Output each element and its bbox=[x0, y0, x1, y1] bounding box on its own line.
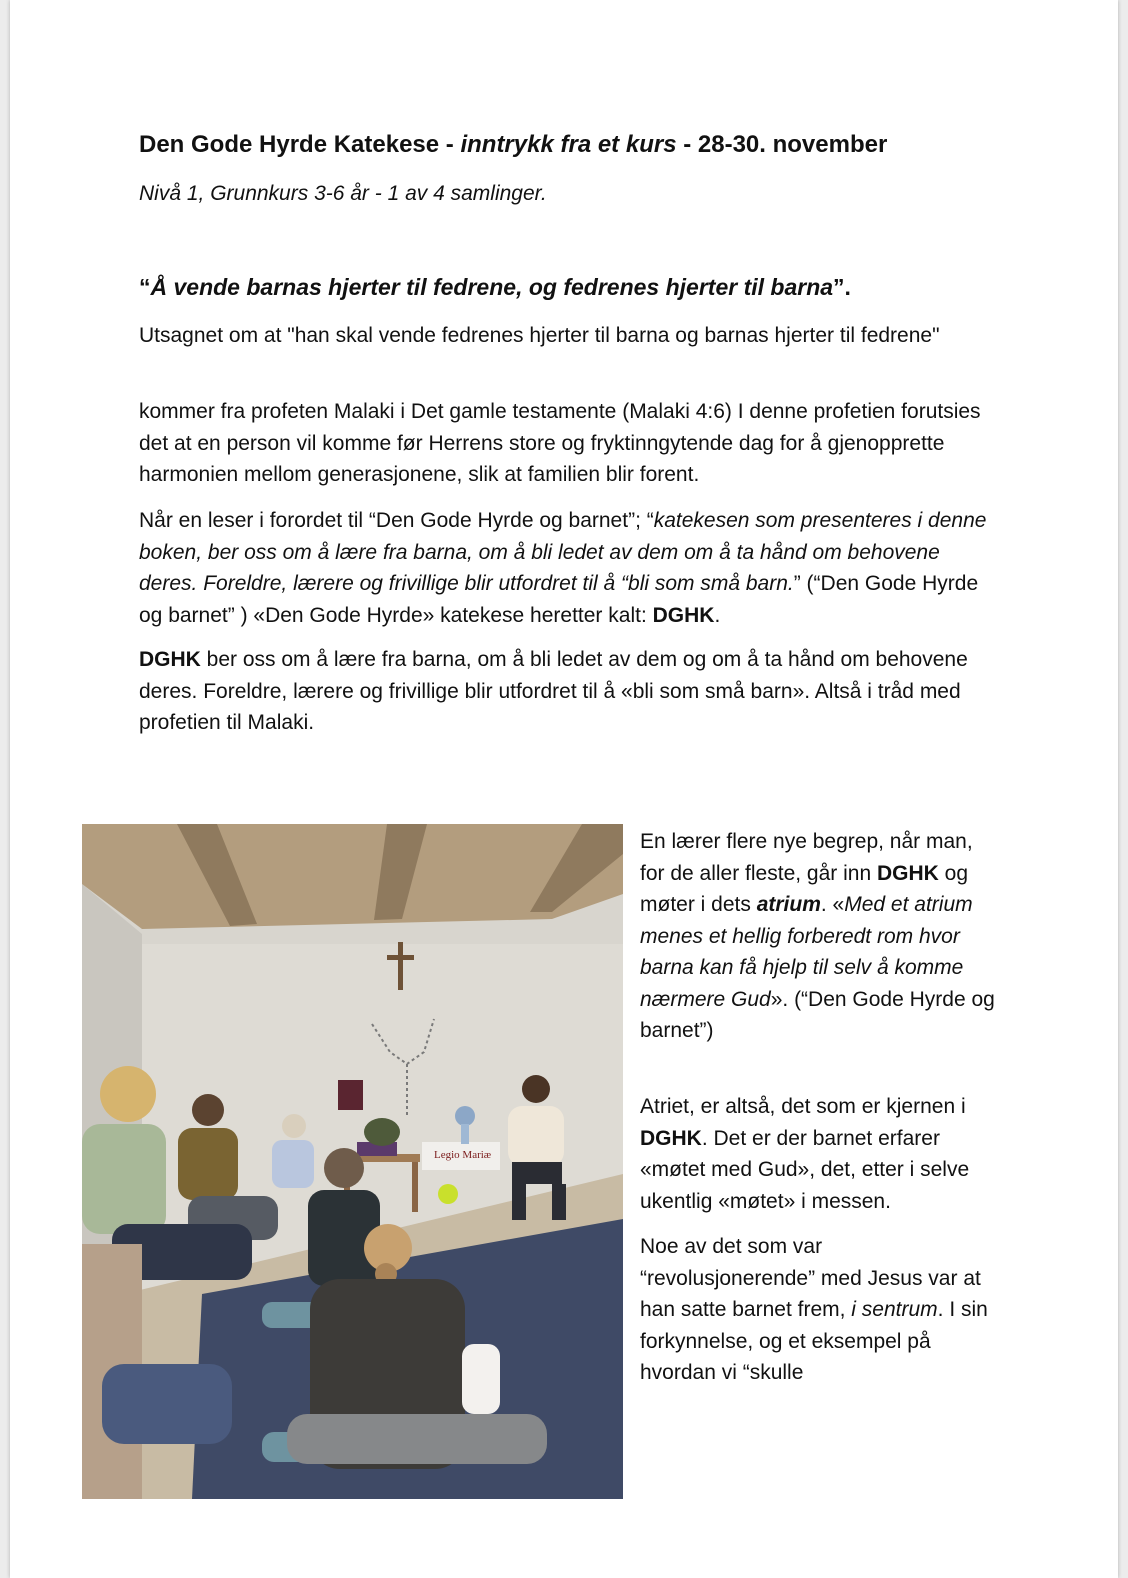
s2-abbreviation: DGHK bbox=[640, 1126, 702, 1150]
document-title bbox=[139, 128, 1039, 162]
side-paragraph-1 bbox=[640, 826, 1000, 1047]
s1-reference: ». (“Den Gode Hyrde og barnet”) bbox=[640, 987, 995, 1042]
title-part-3: - 28-30. november bbox=[676, 131, 888, 158]
side-paragraph-2 bbox=[640, 1091, 1000, 1217]
title-part-2: inntrykk fra et kurs bbox=[460, 131, 677, 158]
paragraph-4 bbox=[139, 644, 999, 739]
s2-text: . Det er der barnet erfarer «møtet med Gud», det, etter i selve ukentlig «møtet» i messen. bbox=[640, 1126, 970, 1213]
p3-end: . bbox=[714, 603, 721, 627]
document-page bbox=[10, 0, 1118, 1578]
photo-banner-text: Legio Mariæ bbox=[434, 1149, 492, 1161]
s1-atrium-term: atrium bbox=[756, 893, 821, 916]
paragraph-1: Utsagnet om at "han skal vende fedrenes hjerter til barna og barnas hjerter til fedrene" bbox=[139, 324, 940, 347]
quote-open: “ bbox=[139, 274, 151, 300]
s3-intro: Noe av det som var “revolusjonerende” med Jesus var at han satte barnet frem, bbox=[640, 1235, 981, 1321]
s1-abbreviation: DGHK bbox=[876, 861, 939, 885]
s1-text: og møter i dets bbox=[640, 861, 969, 916]
p3-citation: katekesen som presenteres i denne boken, ber oss om å lære fra barna, om å bli ledet av dem om å ta hånd om behovene deres. Foreldre, lærere og frivillige blir utfordret til å “bli som små barn. bbox=[139, 509, 987, 595]
p4-text: ber oss om å lære fra barna, om å bli ledet av dem og om å ta hånd om behovene deres. Foreldre, lærere og frivillige blir utfordret til å «bli som små barn». Altså i tråd med profetien til Malaki. bbox=[139, 648, 968, 734]
quote-close: ”. bbox=[833, 274, 851, 300]
quote-heading bbox=[139, 270, 1059, 304]
document-subtitle: Nivå 1, Grunnkurs 3-6 år - 1 av 4 samlinger. bbox=[139, 182, 547, 205]
atrium-photo bbox=[82, 824, 623, 1499]
title-part-1: Den Gode Hyrde Katekese - bbox=[139, 131, 461, 158]
s1-citation: Med et atrium menes et hellig forberedt rom hvor barna kan få hjelp til selv å komme nærmere Gud bbox=[640, 893, 973, 1011]
s1-intro: En lærer flere nye begrep, når man, for de aller fleste, går inn bbox=[640, 830, 973, 885]
paragraph-2: kommer fra profeten Malaki i Det gamle testamente (Malaki 4:6) I denne profetien forutsies det at en person vil komme før Herrens store og fryktinngytende dag for å gjenopprette harmonien mellom generasjonene, slik at familien blir forent. bbox=[139, 400, 981, 486]
p4-abbreviation: DGHK bbox=[139, 648, 201, 671]
side-paragraph-3 bbox=[640, 1231, 1000, 1389]
s1-quote-open: . « bbox=[820, 893, 845, 916]
paragraph-3 bbox=[139, 505, 999, 631]
s2-intro: Atriet, er altså, det som er kjernen i bbox=[640, 1095, 966, 1118]
p3-abbreviation: DGHK bbox=[652, 603, 715, 627]
s3-emphasis: i sentrum bbox=[851, 1298, 938, 1321]
quote-text: Å vende barnas hjerter til fedrene, og fedrenes hjerter til barna bbox=[150, 274, 834, 300]
p3-intro: Når en leser i forordet til “Den Gode Hyrde og barnet”; “ bbox=[139, 509, 654, 532]
s3-text: . I sin forkynnelse, og et eksempel på hvordan vi “skulle bbox=[640, 1298, 988, 1384]
p3-reference: ” (“Den Gode Hyrde og barnet” ) «Den Gode Hyrde» katekese heretter kalt: bbox=[139, 572, 979, 627]
